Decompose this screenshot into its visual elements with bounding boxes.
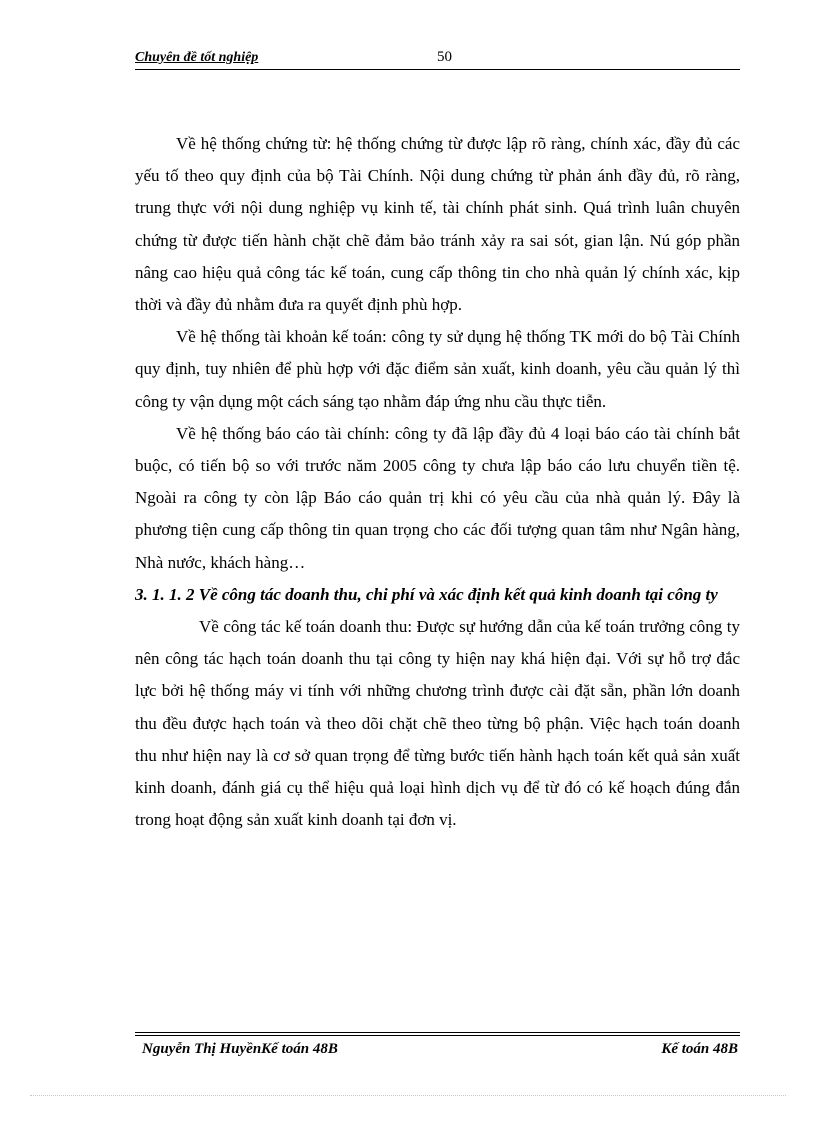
section-heading: 3. 1. 1. 2 Về công tác doanh thu, chi phí và xác định kết quả kinh doanh tại công ty [135,584,718,604]
page-bottom-divider [30,1095,786,1096]
page-header [135,49,740,70]
footer-rule-top [135,1032,740,1033]
page-content [135,128,740,836]
footer-rule-bottom [135,1035,740,1036]
page-number: 50 [437,49,452,65]
footer-class: Kế toán 48B [661,1041,738,1057]
paragraph-financial-reports: Về hệ thống báo cáo tài chính: công ty đã lập đầy đủ 4 loại báo cáo tài chính bắt buộc, có tiến bộ so với trước năm 2005 công ty chưa lập báo cáo lưu chuyển tiền tệ. Ngoài ra công ty còn lập Báo cáo quản trị khi có yêu cầu của nhà quản lý. Đây là phương tiện cung cấp thông tin quan trọng cho các đối tượng quan tâm như Ngân hàng, Nhà nước, khách hàng… [135,423,740,572]
paragraph-documents-system: Về hệ thống chứng từ: hệ thống chứng từ được lập rõ ràng, chính xác, đầy đủ các yếu tố theo quy định của bộ Tài Chính. Nội dung chứng từ phản ánh đầy đủ, rõ ràng, trung thực với nội dung nghiệp vụ kinh tế, tài chính phát sinh. Quá trình luân chuyên chứng từ được tiến hành chặt chẽ đảm bảo tránh xảy ra sai sót, gian lận. Nú góp phần nâng cao hiệu quả công tác kế toán, cung cấp thông tin cho nhà quản lý chính xác, kịp thời và đầy đủ nhằm đưa ra quyết định phù hợp. [135,134,740,315]
document-title: Chuyên đề tốt nghiệp [135,50,259,65]
paragraph-revenue-accounting: Về công tác kế toán doanh thu: Được sự hướng dẫn của kế toán trưởng công ty nên công tác hạch toán doanh thu tại công ty hiện nay khá hiện đại. Với sự hỗ trợ đắc lực bởi hệ thống máy vi tính với những chương trình được cài đặt sẵn, phần lớn doanh thu đều được hạch toán và theo dõi chặt chẽ theo từng bộ phận. Việc hạch toán doanh thu như hiện nay là cơ sở quan trọng để từng bước tiến hành hạch toán kết quả sản xuất kinh doanh, đánh giá cụ thể hiệu quả loại hình dịch vụ để từ đó có kế hoạch đúng đắn trong hoạt động sản xuất kinh doanh tại đơn vị. [135,617,740,830]
footer-author: Nguyễn Thị HuyềnKế toán 48B [142,1041,338,1057]
paragraph-accounts-system: Về hệ thống tài khoản kế toán: công ty sử dụng hệ thống TK mới do bộ Tài Chính quy định, tuy nhiên để phù hợp với đặc điểm sản xuất, kinh doanh, yêu cầu quản lý thì công ty vận dụng một cách sáng tạo nhằm đáp ứng nhu cầu thực tiễn. [135,327,740,411]
